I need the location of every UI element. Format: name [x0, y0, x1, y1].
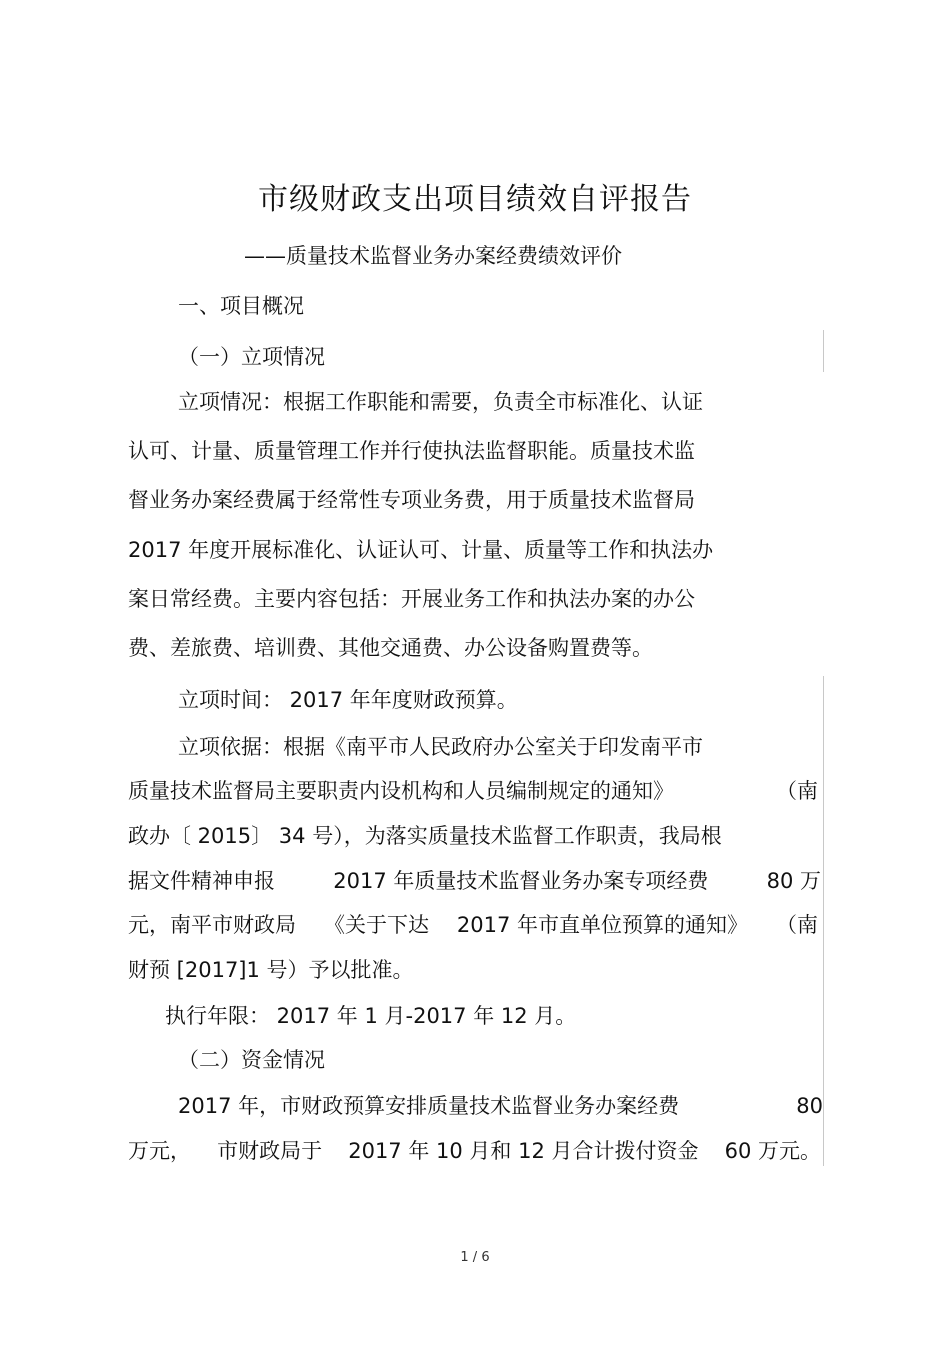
basis-text: 据文件精神申报 [128, 869, 275, 893]
report-title: 市级财政支出项目绩效自评报告 [258, 182, 692, 217]
funds-text: 市财政局于 [217, 1139, 323, 1163]
setup-time-line: 立项时间： 2017 年年度财政预算。 [178, 688, 518, 712]
basis-text: 质量技术监督局主要职责内设机构和人员编制规定的通知》 [128, 779, 674, 803]
basis-line: 政办〔 2015〕 34 号），为落实质量技术监督工作职责，我局根 [128, 824, 722, 848]
funds-text: 2017 年 10 月和 12 月合计拨付资金 [348, 1139, 699, 1163]
paragraph-line: 2017 年度开展标准化、认证认可、计量、质量等工作和执法办 [128, 538, 714, 562]
paragraph-line: 立项情况：根据工作职能和需要，负责全市标准化、认证 [178, 390, 703, 414]
basis-text: 《关于下达 [323, 913, 429, 937]
funds-line [178, 1092, 823, 1120]
paragraph-line: 督业务办案经费属于经常性专项业务费，用于质量技术监督局 [128, 488, 695, 512]
basis-text: 80 万 [766, 869, 821, 893]
basis-line [128, 867, 821, 895]
paragraph-line: 认可、计量、质量管理工作并行使执法监督职能。质量技术监 [128, 439, 695, 463]
basis-text: 2017 年市直单位预算的通知》 [456, 913, 749, 937]
funds-line [128, 1137, 821, 1165]
basis-text: （南 [776, 779, 818, 803]
funds-text: 万元， [128, 1139, 191, 1163]
paragraph-line: 费、差旅费、培训费、其他交通费、办公设备购置费等。 [128, 636, 653, 660]
margin-rule [823, 330, 824, 372]
funds-text: 2017 年，市财政预算安排质量技术监督业务办案经费 [178, 1094, 680, 1118]
page-number: 1 / 6 [460, 1250, 490, 1265]
report-subtitle: ——质量技术监督业务办案经费绩效评价 [244, 244, 622, 268]
section-heading-overview: 一、项目概况 [178, 294, 304, 318]
basis-line: 立项依据：根据《南平市人民政府办公室关于印发南平市 [178, 735, 703, 759]
funds-text: 80 [796, 1094, 823, 1118]
basis-line [128, 777, 818, 805]
basis-text: 2017 年质量技术监督业务办案专项经费 [333, 869, 709, 893]
basis-text: （南 [775, 913, 818, 937]
basis-line: 财预 [2017]1 号）予以批准。 [128, 958, 414, 982]
paragraph-line: 案日常经费。主要内容包括：开展业务工作和执法办案的办公 [128, 587, 695, 611]
basis-text: 元，南平市财政局 [128, 913, 296, 937]
basis-line [128, 911, 818, 939]
funds-text: 60 万元。 [724, 1139, 821, 1163]
execution-period-line: 执行年限： 2017 年 1 月-2017 年 12 月。 [165, 1004, 577, 1028]
subsection-heading-funds: （二）资金情况 [178, 1048, 325, 1072]
subsection-heading-setup: （一）立项情况 [178, 345, 325, 369]
margin-rule [823, 676, 824, 1166]
